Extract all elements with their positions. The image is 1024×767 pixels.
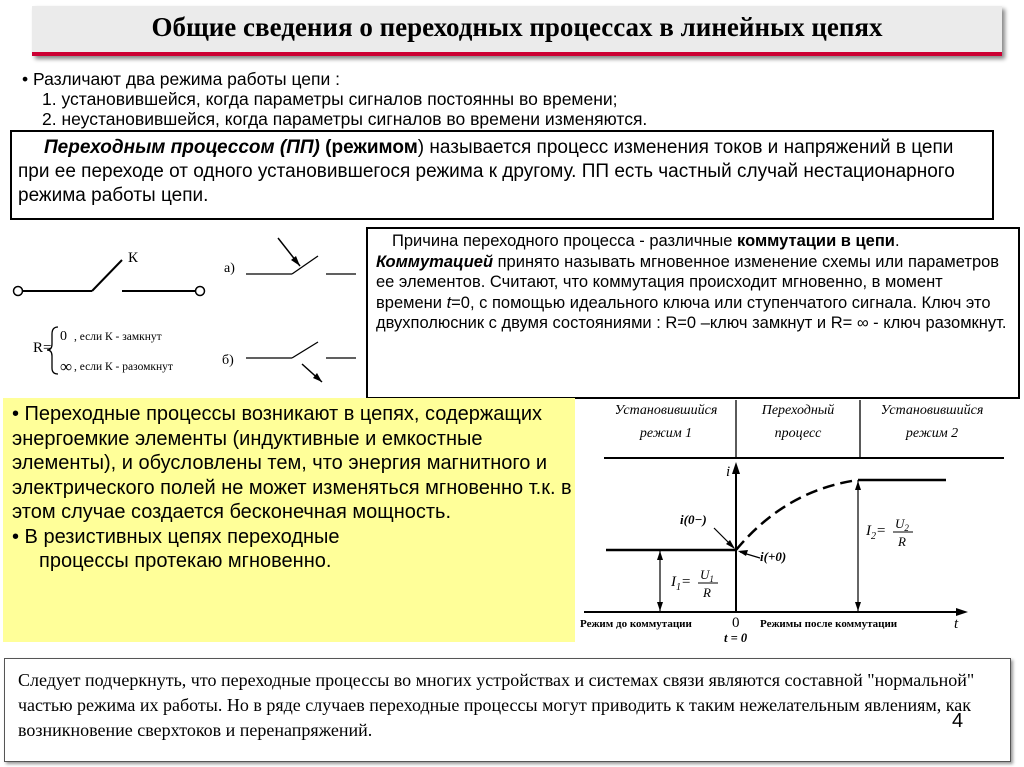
- cause-text: [376, 231, 1008, 334]
- r-closed-text: , если К - замкнут: [74, 331, 162, 343]
- after-label: Режимы после коммутации: [760, 618, 898, 630]
- key-label: К: [128, 250, 139, 266]
- r2-label: R: [898, 534, 906, 549]
- region3-label-2: режим 2: [905, 426, 959, 441]
- resistive-paragraph: • В резистивных цепях переходные: [12, 525, 340, 548]
- r-label: R=: [33, 340, 52, 356]
- label-b: б): [222, 353, 234, 368]
- before-label: Режим до коммутации: [580, 618, 692, 630]
- cause-part: .: [894, 232, 900, 250]
- energy-note-text: [12, 402, 572, 574]
- definition-body: ) называется процесс изменения токов и напряжений в цепи при ее переходе от одного установившегося режима к другому. ПП есть частный случай нестационарного режима работы цепи.: [18, 137, 955, 206]
- r-zero: 0: [60, 329, 67, 344]
- footer-text: Следует подчеркнуть, что переходные процессы во многих устройствах и системах связи являются составной "нормальной" частью режима их работы. Но в ряде случаев переходные процессы могут приводить к таким нежелательным явлениям, как возникновение сверхтоков и перенапряжений.: [18, 670, 975, 740]
- i0minus-label: i(0−): [680, 512, 707, 527]
- cause-part: принято называть мгновенное изменение схемы или параметров ее элементов. Считают, что коммутация происходит мгновенно, в момент времени: [376, 252, 1000, 312]
- region1-label-2: режим 1: [639, 426, 693, 441]
- r-inf: ∞: [60, 357, 73, 376]
- t0-label: t = 0: [724, 631, 748, 645]
- intro-line: 1. установившейся, когда параметры сигналов постоянны во времени;: [42, 89, 618, 109]
- page-number: 4: [952, 710, 964, 732]
- i1-label: $I_1=$: [671, 574, 692, 593]
- definition-text: [18, 136, 978, 208]
- region2-label-2: процесс: [774, 426, 822, 441]
- cause-t: t: [446, 293, 452, 312]
- energy-paragraph: • Переходные процессы возникают в цепях, содержащих энергоемкие элементы (индуктивные и емкостные элементы), и обусловлены тем, что энергия магнитного и электрического полей не может изменяться мгновенно т.к. в этом случае создается бесконечная мощность.: [12, 403, 572, 523]
- resistive-paragraph-2: процессы протекаю мгновенно.: [39, 550, 332, 572]
- i2-label: $I_2=$: [866, 523, 887, 542]
- region2-label: Переходный: [761, 403, 835, 418]
- cause-part: =0, с помощью идеального ключа или ступенчатого сигнала. Ключ это двухполюсник с двумя состояниями : R=0 –ключ замкнут и R= ∞ - ключ разомкнут.: [376, 293, 1007, 332]
- page-title: Общие сведения о переходных процессах в линейных цепях: [151, 12, 883, 42]
- t-axis-label: t: [954, 616, 959, 632]
- intro-line: 2. неустановившейся, когда параметры сигналов во времени изменяются.: [42, 109, 648, 129]
- i-axis-label: i: [726, 464, 731, 480]
- transient-graph: [576, 398, 1016, 648]
- r1-label: R: [703, 585, 711, 600]
- switch-diagram: [0, 222, 365, 397]
- region3-label: Установившийся: [880, 403, 984, 418]
- definition-term: Переходным процессом (ПП): [44, 137, 320, 158]
- cause-term-2: Коммутацией: [376, 252, 494, 271]
- cause-term: коммутации в цепи: [737, 232, 895, 250]
- i0plus-label: i(+0): [760, 549, 787, 564]
- intro-list: [22, 69, 647, 129]
- definition-term-2: (режимом: [325, 137, 418, 158]
- u2-label: $U_2$: [895, 516, 909, 533]
- label-a: а): [224, 261, 235, 276]
- origin-label: 0: [732, 615, 740, 631]
- u1-label: $U_1$: [700, 567, 714, 584]
- region1-label: Установившийся: [614, 403, 718, 418]
- cause-part: Причина переходного процесса - различные: [392, 232, 738, 250]
- r-open-text: , если К - разомкнут: [74, 361, 173, 373]
- intro-line: • Различают два режима работы цепи :: [22, 69, 341, 89]
